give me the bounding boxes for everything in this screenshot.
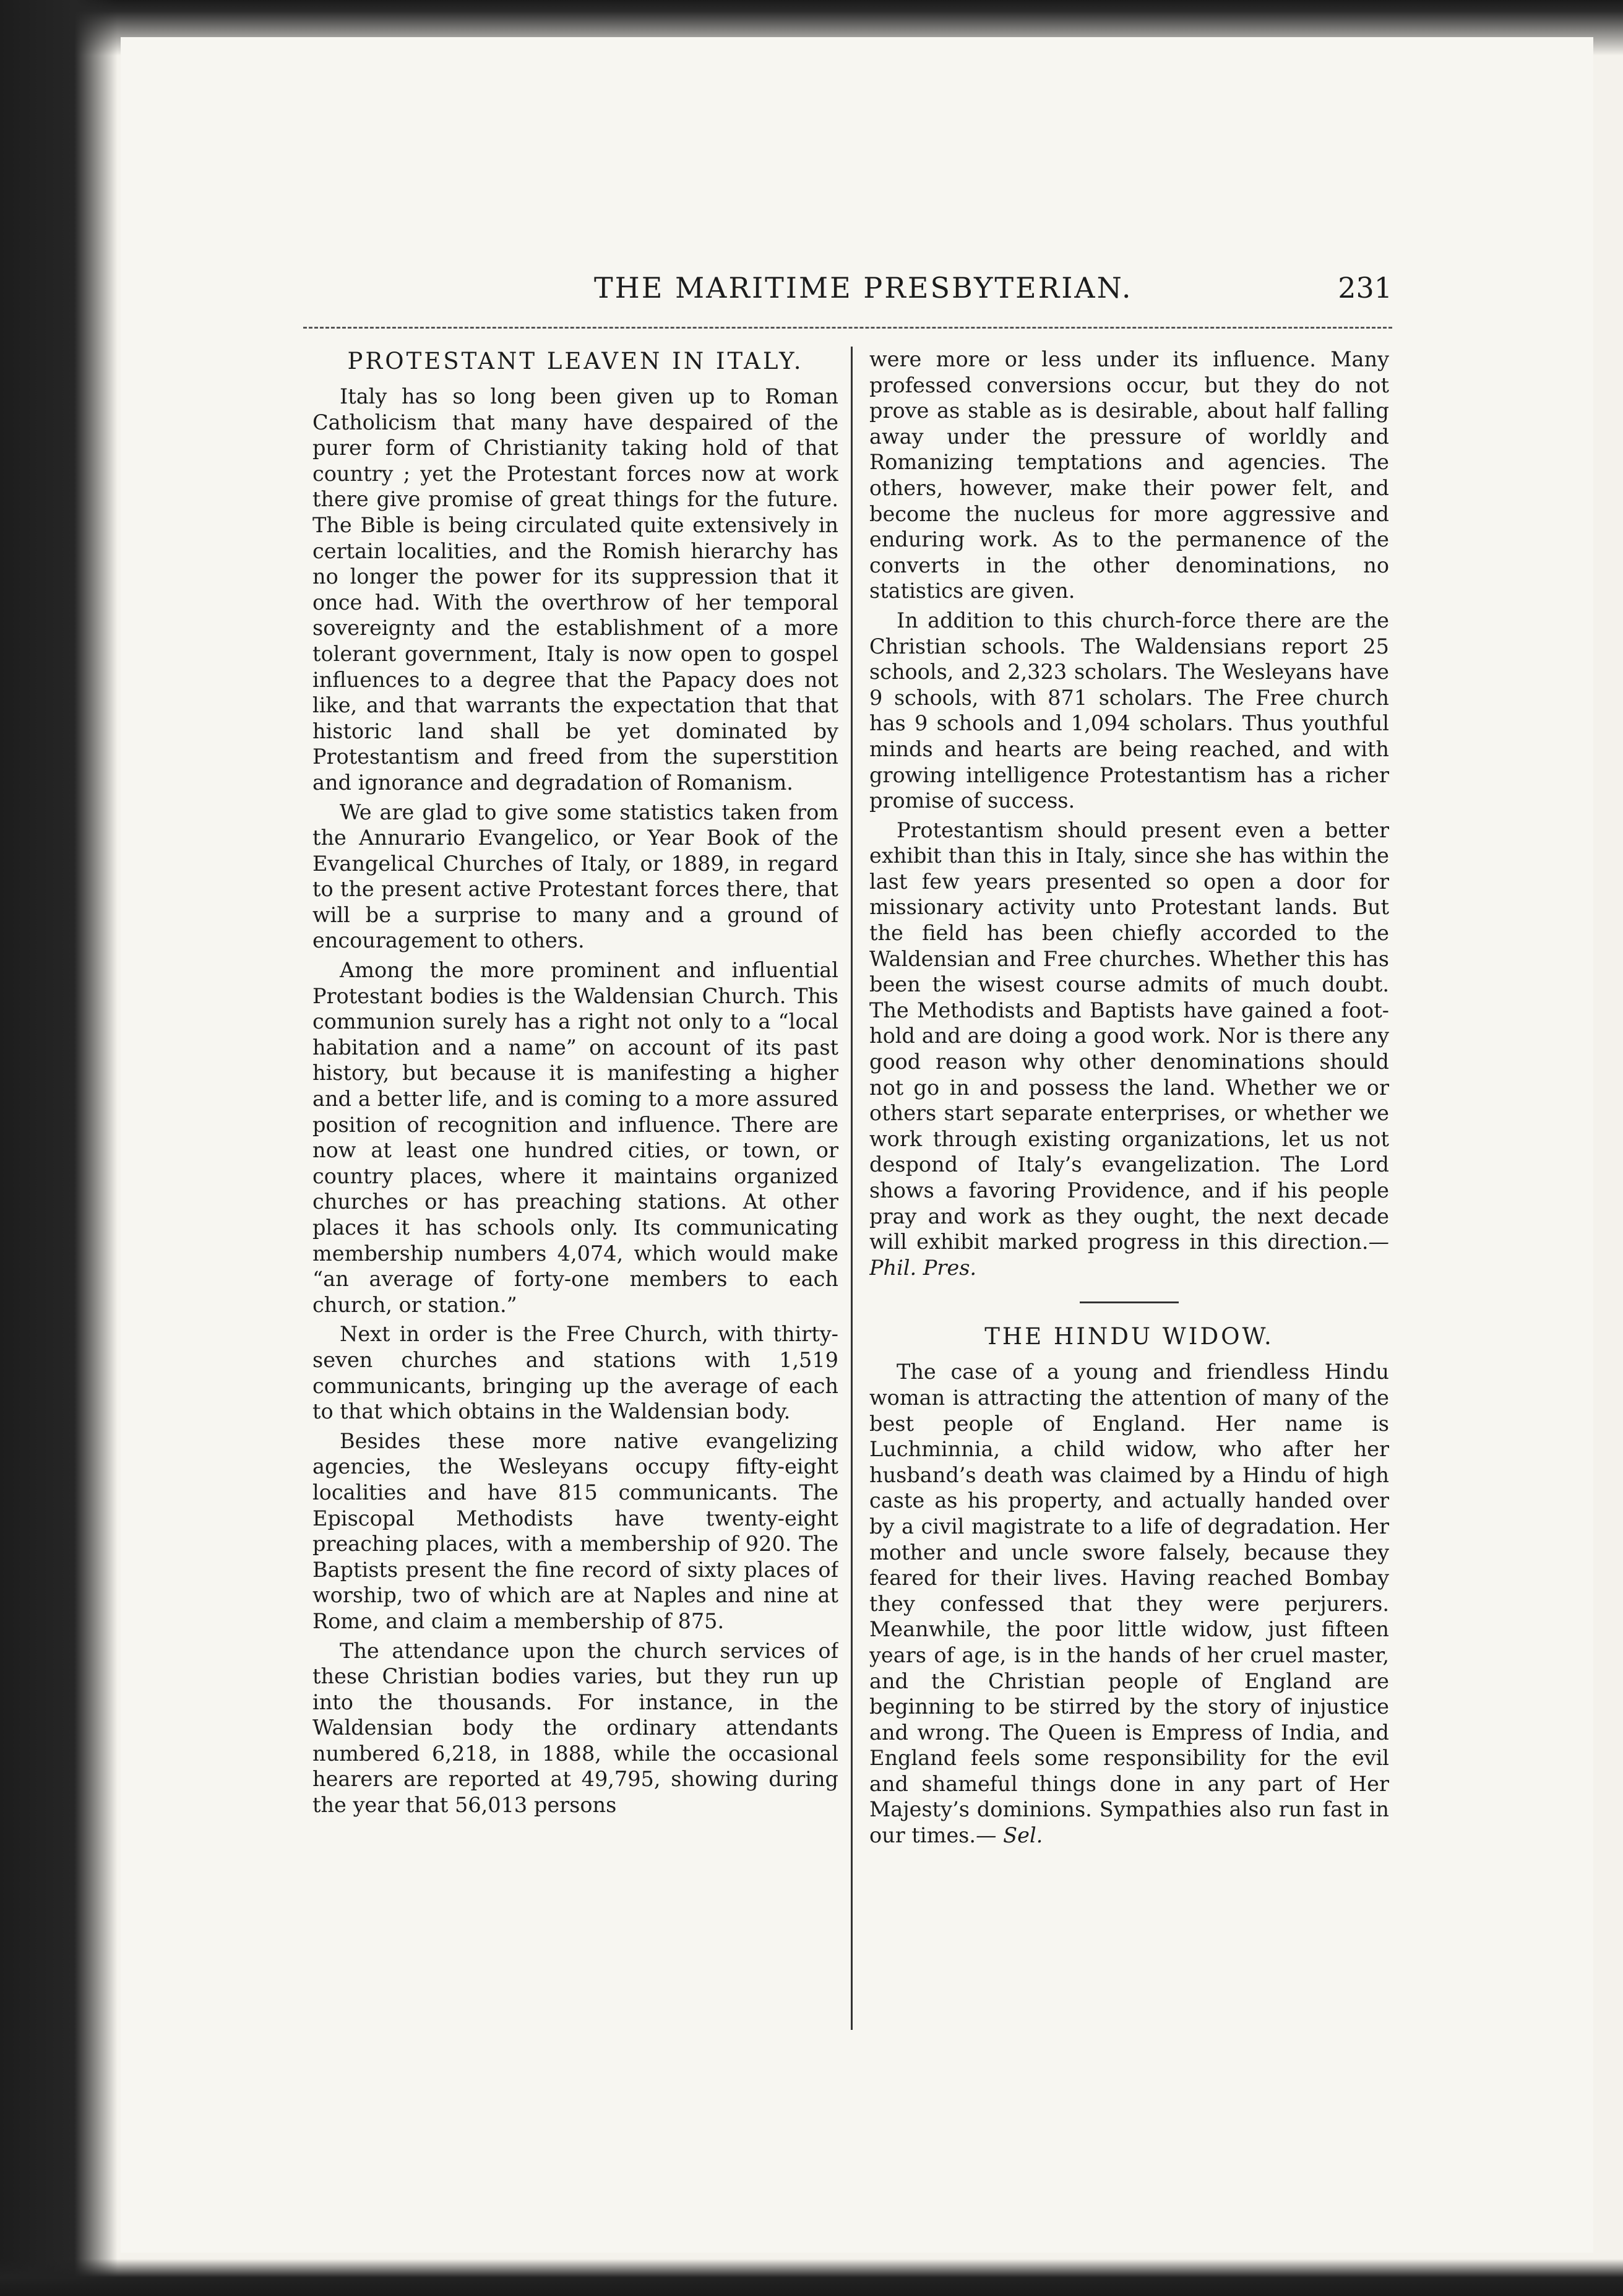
right-column [869, 347, 1389, 2067]
column-divider [851, 347, 853, 2030]
article-paragraph [869, 1359, 1389, 1848]
article-title-hindu-widow: THE HINDU WIDOW. [984, 1323, 1274, 1350]
publication-title: THE MARITIME PRESBYTERIAN. [594, 271, 1133, 304]
article-paragraph: In addition to this church-force there are the Christian schools. The Waldensians report 25 schools, and 2,323 scholars. The Wesleyans have 9 schools, with 871 scholars. The Free church has 9 schools and 1,094 scholars. Thus youthful minds and hearts are being reached, and with growing intelligence Protestantism has a richer promise of success. [869, 608, 1389, 813]
left-column [312, 347, 838, 2067]
article-attribution: —Phil. Pres. [869, 1230, 1389, 1280]
header-rule [303, 327, 1392, 329]
page-number: 231 [1338, 271, 1392, 304]
article-paragraph-text: The case of a young and friendless Hindu woman is attracting the attention of many of the best people of England. Her name is Luchminnia, a child widow, who after her husband’s death was claimed by a Hindu of high caste as his property, and actually handed over by a civil magistrate to a life of degradation. Her mother and uncle swore falsely, because they feared for their lives. Having reached Bombay they confessed that they were perjurers. Meanwhile, the poor little widow, just fifteen years of age, is in the hands of her cruel master, and the Christian people of England are beginning to be stirred by the story of injustice and wrong. The Queen is Empress of India, and England feels some responsibility for the evil and shameful things done in any part of Her Majesty’s dominions. Sympathies also run fast in our times. [869, 1360, 1389, 1848]
article-paragraph: Next in order is the Free Church, with thirty-seven churches and stations with 1,519 communicants, bringing up the average of each to that which obtains in the Waldensian body. [312, 1322, 838, 1424]
scan-border-bottom [0, 2259, 1623, 2296]
article-paragraph: Besides these more native evangelizing agencies, the Wesleyans occupy fifty-eight localities and have 815 communicants. The Episcopal Methodists have twenty-eight preaching places, with a membership of 920. The Baptists present the fine record of sixty places of worship, two of which are at Naples and nine at Rome, and claim a membership of 875. [312, 1428, 838, 1633]
article-paragraph: Among the more prominent and influential Protestant bodies is the Waldensian Church. This communion surely has a right not only to a “local habitation and a name” on account of its past history, but because it is manifesting a higher and a better life, and is coming to a more assured position of recognition and influence. There are now at least one hundred cities, or town, or country places, where it maintains organized churches or has preaching stations. At other places it has schools only. Its communicating membership numbers 4,074, which would make “an average of forty-one members to each church, or station.” [312, 958, 838, 1317]
article-attribution: — Sel. [976, 1823, 1043, 1848]
section-divider-rule [1080, 1301, 1179, 1303]
article-paragraph: The attendance upon the church services of these Christian bodies varies, but they run up into the thousands. For instance, in the Waldensian body the ordinary attendants numbered 6,218, in 1888, while the occasional hearers are reported at 49,795, showing during the year that 56,013 persons [312, 1638, 838, 1818]
article-paragraph [869, 818, 1389, 1281]
scan-border-left [0, 0, 118, 2296]
article-paragraph-text: Protestantism should present even a better exhibit than this in Italy, since she has within the last few years presented so open a door for missionary activity unto Protestant lands. But the field has been chiefly accorded to the Waldensian and Free churches. Whether this has been the wisest course admits of much doubt. The Methodists and Baptists have gained a foot-hold and are doing a good work. Nor is there any good reason why other denominations should not go in and possess the land. Whether we or others start separate enterprises, or whether we work through existing organizations, let us not despond of Italy’s evangelization. The Lord shows a favoring Providence, and if his people pray and work as they ought, the next decade will exhibit marked progress in this direction. [869, 818, 1389, 1254]
article-paragraph: We are glad to give some statistics taken from the Annurario Evangelico, or Year Book of the Evangelical Churches of Italy, or 1889, in regard to the present active Protestant forces there, that will be a surprise to many and a ground of encouragement to others. [312, 800, 838, 953]
running-head [303, 271, 1392, 314]
article-title-protestant-leaven: PROTESTANT LEAVEN IN ITALY. [347, 348, 804, 374]
article-paragraph: Italy has so long been given up to Roman Catholicism that many have despaired of the purer form of Christianity taking hold of that country ; yet the Protestant forces now at work there give promise of great things for the future. The Bible is being circulated quite extensively in certain localities, and the Romish hierarchy has no longer the power for its suppression that it once had. With the overthrow of her temporal sovereignty and the establishment of a more tolerant government, Italy is now open to gospel influences to a degree that the Papacy does not like, and that warrants the expectation that that historic land shall be yet dominated by Protestantism and freed from the superstition and ignorance and degradation of Romanism. [312, 384, 838, 795]
article-paragraph-continued: were more or less under its influence. Many professed conversions occur, but they do not prove as stable as is desirable, about half falling away under the pressure of worldly and Romanizing temptations and agencies. The others, however, make their power felt, and become the nucleus for more aggressive and enduring work. As to the permanence of the converts in the other denominations, no statistics are given. [869, 347, 1389, 603]
